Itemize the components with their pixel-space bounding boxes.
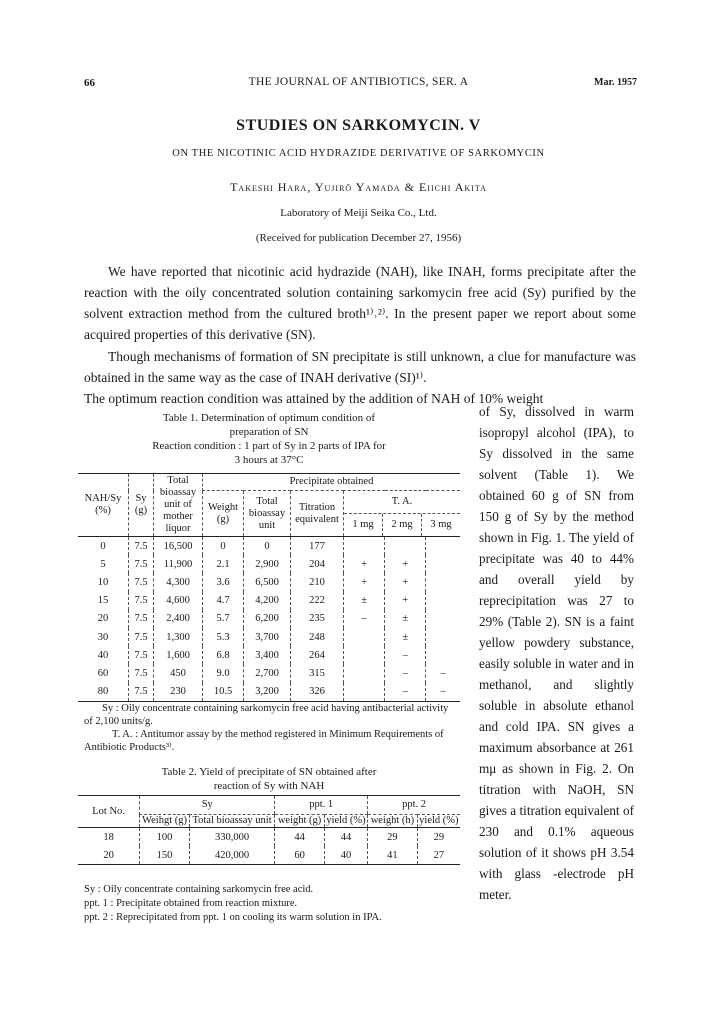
cell: 40 [324, 846, 367, 865]
cell: + [344, 555, 385, 573]
cell: 29 [417, 828, 460, 847]
table2-caption-line2: reaction of Sy with NAH [213, 780, 325, 792]
table-row [78, 646, 460, 664]
cell: + [385, 592, 426, 610]
table2-caption-line1: Table 2. Yield of precipitate of SN obtained after [161, 766, 377, 778]
cell: 3,200 [244, 683, 291, 702]
table1-note-ta: T. A. : Antitumor assay by the method registered in Minimum Requirements of Antibiotic Products³⁾. [84, 729, 444, 753]
table1-header-2mg: 2 mg [382, 514, 421, 536]
table1-header-ta-group [344, 491, 461, 537]
cell: 0 [244, 537, 291, 556]
cell: 0 [100, 540, 106, 552]
table-row [78, 573, 460, 591]
table2-header-weight2: weight (h) [368, 815, 418, 828]
cell: 44 [324, 828, 367, 847]
table2-header-sy: Sy [140, 796, 275, 815]
cell: 450 [154, 664, 203, 682]
table-row [78, 592, 460, 610]
cell: 20 [103, 849, 114, 861]
cell [426, 555, 460, 573]
cell: 6.8 [203, 646, 244, 664]
paragraph-right-column: of Sy, dissolved in warm isopropyl alcohol (IPA), to Sy dissolved in the same solvent (Table 1). We obtained 60 g of SN from 150 g of Sy by the method shown in Fig. 1. The yield of precipitate was 40 to 44% and overall yield by reprecipitation was 27 to 29% (Table 2). SN is a faint yellow powdery substance, easily soluble in water and in methanol, and slightly soluble in absolute ethanol and cold IPA. SN gives a maximum absorbance at 261 mμ as shown in Fig. 2. On titration with NaOH, SN gives a titration equivalent of 230 and 0.1% aqueous solution of it shows pH 3.54 with glass -electrode pH meter. [479, 404, 634, 902]
cell: 60 [97, 667, 109, 679]
cell: 9.0 [203, 664, 244, 682]
table1-header-tbu: Total bioassay unit [244, 491, 291, 537]
cell: 330,000 [189, 828, 274, 847]
cell [426, 610, 460, 628]
cell: 29 [368, 828, 418, 847]
table1-header-weight: Weight (g) [203, 491, 244, 537]
cell: 20 [97, 613, 109, 625]
paper-subtitle: ON THE NICOTINIC ACID HYDRAZIDE DERIVATIVE OF SARKOMYCIN [172, 148, 545, 159]
cell [426, 628, 460, 646]
cell [344, 646, 385, 664]
table2-header-weihgt: Weihgt (g) [140, 815, 190, 828]
cell: 15 [97, 595, 109, 607]
paragraph-intro: We have reported that nicotinic acid hydrazide (NAH), like INAH, forms precipitate after the reaction with the oily concentrated solution containing sarkomycin free acid (Sy) purified by the solvent extraction method from the cultured broth¹⁾˒²⁾. In the present paper we report about some acquired properties of this derivative (SN). [84, 264, 636, 342]
cell: 2,900 [244, 555, 291, 573]
cell: 3.6 [203, 573, 244, 591]
cell: 7.5 [129, 573, 154, 591]
cell: 80 [97, 686, 109, 698]
table2-header-yield1: yield (%) [326, 815, 366, 826]
cell: 7.5 [129, 610, 154, 628]
cell: 5.7 [203, 610, 244, 628]
table-row [78, 683, 460, 702]
cell: 264 [291, 646, 344, 664]
journal-header: THE JOURNAL OF ANTIBIOTICS, SER. A [248, 76, 469, 88]
cell: 7.5 [129, 664, 154, 682]
cell: – [426, 683, 460, 702]
table1-caption-line4: 3 hours at 37°C [234, 454, 304, 466]
cell: 30 [97, 631, 109, 643]
cell: 10.5 [203, 683, 244, 702]
cell: 230 [154, 683, 203, 702]
cell: 5 [100, 558, 106, 570]
received-date: (Received for publication December 27, 1956) [255, 232, 462, 244]
cell [385, 537, 426, 556]
table2-header-lot: Lot No. [78, 796, 140, 828]
table-row [78, 828, 460, 847]
table2-note-ppt1: ppt. 1 : Precipitate obtained from reaction mixture. [84, 898, 298, 909]
cell: 315 [291, 664, 344, 682]
table2-note-ppt2: ppt. 2 : Reprecipitated from ppt. 1 on cooling its warm solution in IPA. [84, 912, 382, 923]
cell: + [385, 555, 426, 573]
cell: 100 [140, 828, 190, 847]
paragraph-mechanism: Though mechanisms of formation of SN precipitate is still unknown, a clue for manufacture was obtained in the same way as the case of INAH derivative (SI)¹⁾. [84, 349, 636, 385]
cell: ± [385, 628, 426, 646]
cell [344, 628, 385, 646]
cell [344, 664, 385, 682]
cell: 16,500 [154, 537, 203, 556]
cell: 1,300 [154, 628, 203, 646]
cell: 248 [291, 628, 344, 646]
table1-header-nah: NAH/Sy (%) [78, 474, 129, 537]
cell: 7.5 [129, 628, 154, 646]
cell: – [344, 610, 385, 628]
cell: 3,400 [244, 646, 291, 664]
cell: 41 [368, 846, 418, 865]
cell: 6,500 [244, 573, 291, 591]
cell: 420,000 [189, 846, 274, 865]
cell: 40 [97, 649, 109, 661]
table2-header-ppt2: ppt. 2 [368, 796, 460, 815]
cell [426, 537, 460, 556]
cell: ± [344, 592, 385, 610]
cell: + [385, 573, 426, 591]
cell: – [385, 646, 426, 664]
cell: 222 [291, 592, 344, 610]
table2-note-sy: Sy : Oily concentrate containing sarkomycin free acid. [84, 884, 314, 895]
cell: 5.3 [203, 628, 244, 646]
table2-body [78, 828, 460, 865]
cell: 7.5 [129, 555, 154, 573]
table1-caption [78, 411, 460, 467]
cell [426, 573, 460, 591]
cell [344, 537, 385, 556]
cell: 7.5 [129, 537, 154, 556]
cell: 7.5 [129, 646, 154, 664]
table1-header-precipitate: Precipitate obtained [203, 474, 461, 491]
cell: ± [385, 610, 426, 628]
cell: 4,200 [244, 592, 291, 610]
cell: 7.5 [129, 592, 154, 610]
cell: 0 [203, 537, 244, 556]
table1-note-sy: Sy : Oily concentrate containing sarkomycin free acid having antibacterial activity of 2,100 units/g. [84, 703, 449, 727]
cell: 60 [275, 846, 325, 865]
table-row [78, 628, 460, 646]
cell: – [385, 683, 426, 702]
table2-header-weight1: weight (g) [275, 815, 325, 828]
table-row [78, 537, 460, 556]
table1-header-titration: Titration equivalent [291, 491, 344, 537]
table2-header-ppt1: ppt. 1 [275, 796, 368, 815]
table-row [78, 610, 460, 628]
paragraph-optimum-line: The optimum reaction condition was attained by the addition of NAH of 10% weight [84, 391, 544, 406]
cell: – [426, 664, 460, 682]
cell: 11,900 [154, 555, 203, 573]
cell: 44 [275, 828, 325, 847]
table1-header-1mg: 1 mg [352, 519, 374, 530]
table1-body [78, 537, 460, 702]
cell: 3,700 [244, 628, 291, 646]
table-row [78, 555, 460, 573]
affiliation: Laboratory of Meiji Seika Co., Ltd. [280, 207, 437, 219]
paper-title: STUDIES ON SARKOMYCIN. V [236, 117, 481, 134]
table-row [78, 664, 460, 682]
table2 [78, 795, 460, 865]
cell: 210 [291, 573, 344, 591]
table1 [78, 473, 460, 702]
page-number: 66 [84, 77, 95, 89]
cell: 10 [97, 576, 109, 588]
table1-header-sy: Sy (g) [129, 474, 154, 537]
cell: 6,200 [244, 610, 291, 628]
cell: 177 [291, 537, 344, 556]
cell: 4,300 [154, 573, 203, 591]
cell: 27 [417, 846, 460, 865]
cell: 1,600 [154, 646, 203, 664]
issue-date: Mar. 1957 [594, 77, 637, 88]
table2-header-yield2: yield (%) [419, 815, 459, 826]
cell: + [344, 573, 385, 591]
table2-header-total: Total bioassay unit [189, 815, 274, 828]
table1-header-3mg: 3 mg [421, 514, 460, 536]
cell: 204 [291, 555, 344, 573]
table1-caption-line3: Reaction condition : 1 part of Sy in 2 parts of IPA for [152, 440, 386, 452]
table1-header-ta: T. A. [344, 491, 460, 514]
cell: 150 [140, 846, 190, 865]
cell: 2,700 [244, 664, 291, 682]
authors: Takeshi Hara, Yujirō Yamada & Eiichi Akita [230, 180, 487, 194]
cell: – [385, 664, 426, 682]
cell: 2.1 [203, 555, 244, 573]
cell: 2,400 [154, 610, 203, 628]
table2-caption [78, 765, 460, 793]
table-row [78, 846, 460, 865]
cell [426, 592, 460, 610]
cell: 235 [291, 610, 344, 628]
cell [344, 683, 385, 702]
cell: 4.7 [203, 592, 244, 610]
table1-header-total: Total bioassay unit of mother liquor [154, 474, 203, 537]
cell [426, 646, 460, 664]
cell: 18 [103, 831, 114, 843]
cell: 7.5 [129, 683, 154, 702]
cell: 326 [291, 683, 344, 702]
table1-caption-line1: Table 1. Determination of optimum condition of [162, 412, 376, 424]
cell: 4,600 [154, 592, 203, 610]
table1-caption-line2: preparation of SN [229, 426, 309, 438]
